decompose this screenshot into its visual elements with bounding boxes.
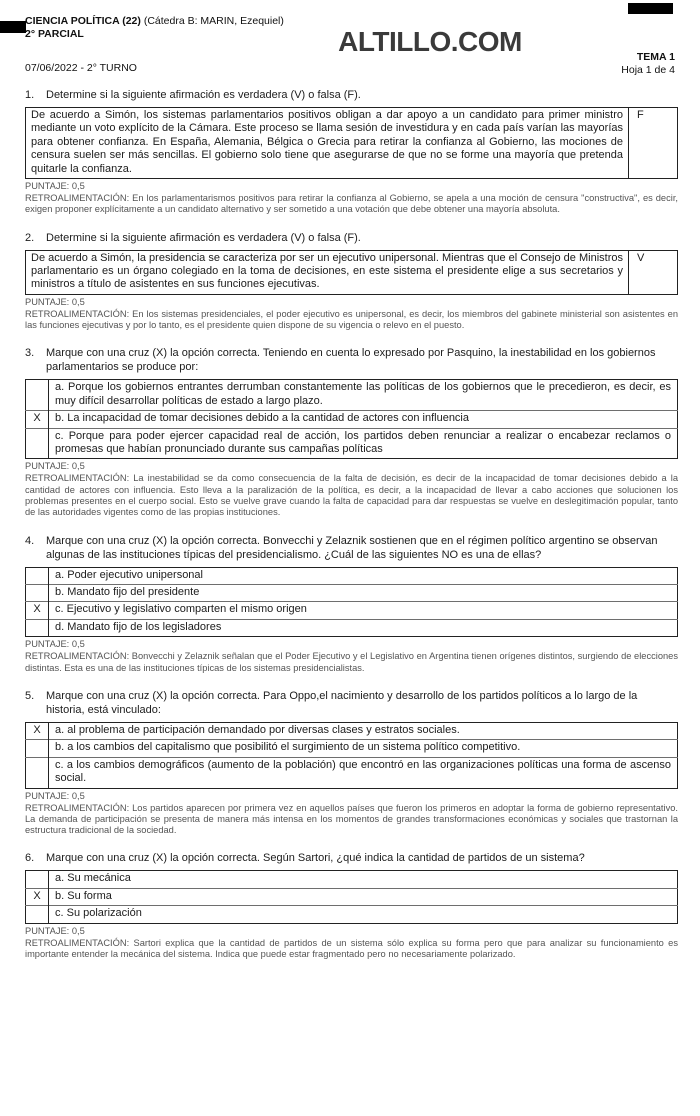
option-text: a. Su mecánica: [55, 872, 131, 885]
question-2-heading: [25, 231, 678, 245]
option-text: b. Mandato fijo del presidente: [49, 585, 678, 602]
answer-mark-cell: [26, 567, 49, 584]
answer-mark-cell: [26, 906, 49, 923]
question-4-options-table: [25, 567, 678, 638]
retroalimentacion-text: RETROALIMENTACIÓN: Bonvecchi y Zelaznik señalan que el Poder Ejecutivo y el Legislativo en Argentina tienen orígenes distintos, surgiendo de elecciones distintas. Esta es una de las instituciones típicas de los sistemas presidencialistas.: [25, 651, 678, 673]
question-3-heading: [25, 346, 678, 374]
answer-mark-cell: X: [26, 411, 49, 428]
answer-mark-cell: [26, 428, 49, 459]
question-3: [25, 346, 678, 518]
option-row: [26, 380, 678, 411]
question-number: 4.: [25, 534, 35, 547]
question-prompt: Determine si la siguiente afirmación es verdadera (V) o falsa (F).: [46, 89, 361, 101]
option-text: b. La incapacidad de tomar decisiones debido a la cantidad de actores con influencia: [49, 411, 678, 428]
question-5-heading: [25, 689, 678, 717]
option-text: a. Porque los gobiernos entrantes derrumban constantemente las políticas de los gobiernos que le precedieron, es decir, es muy difícil desarrollar políticas de estado a largo plazo.: [55, 381, 671, 407]
answer-mark-cell: [26, 871, 49, 888]
altillo-logo: ALTILLO.COM: [338, 26, 522, 57]
question-2-statement-table: [25, 250, 678, 295]
redaction-box-right: [628, 3, 673, 14]
question-5-options-table: [25, 722, 678, 789]
course-title-line: [25, 15, 284, 28]
option-text: a. al problema de participación demandado por diversas clases y estratos sociales.: [55, 723, 460, 736]
option-row: [26, 757, 678, 788]
question-number: 1.: [25, 89, 35, 101]
option-row: [26, 428, 678, 459]
retroalimentacion-text: RETROALIMENTACIÓN: Los partidos aparecen por primera vez en aquellos países que fueron los primeros en adoptar la forma de gobierno representativo. La demanda de participación se presenta de manera más intensa en los momentos de grandes transformaciones económicas y sociales que trastornan la estructura tradicional de la sociedad.: [25, 802, 678, 836]
question-6-options-table: [25, 870, 678, 923]
redaction-box-left: [0, 21, 26, 33]
tema-label: TEMA 1: [636, 51, 675, 63]
table-row: [26, 108, 678, 179]
answer-mark-cell: X: [26, 602, 49, 619]
option-row: [26, 722, 678, 739]
puntaje-label: PUNTAJE: 0,5: [25, 296, 85, 307]
retroalimentacion-text: RETROALIMENTACIÓN: Sartori explica que la cantidad de partidos de un sistema sólo explica su forma pero que para analizar su funcionamiento es importante entender la mecánica del sistema. Indica que puede estar fragmentado pero no necesariamente polarizado.: [25, 937, 678, 959]
option-row: [26, 740, 678, 757]
question-prompt: Marque con una cruz (X) la opción correcta. Para Oppo,el nacimiento y desarrollo de los partidos políticos a lo largo de la historia, está vinculado:: [46, 689, 638, 716]
puntaje-label: PUNTAJE: 0,5: [25, 639, 85, 650]
puntaje-label: PUNTAJE: 0,5: [25, 790, 85, 801]
puntaje-label: PUNTAJE: 0,5: [25, 461, 85, 472]
option-text: c. a los cambios demográficos (aumento de la población) que encontró en las organizaciones políticas una forma de ascenso social.: [49, 757, 678, 788]
option-text: a. Poder ejecutivo unipersonal: [55, 568, 203, 581]
statement-cell: De acuerdo a Simón, los sistemas parlamentarios positivos obligan a dar apoyo a un candidato para primer ministro mediante un voto explícito de la Cámara. Este proceso se llama sesión de investidura y en cada país varían las mayorías para obtener confianza. En España, Alemania, Bélgica o Grecia para retirar la confianza al Gobierno, las mociones de censura suelen ser más sencillas. El gobierno solo tiene que asegurarse de que no se forme una mayoría que pretenda quitarle la confianza.: [26, 108, 629, 179]
option-text: c. Porque para poder ejercer capacidad real de acción, los partidos deben renunciar a realizar o encabezar reclamos o promesas que habían pronunciado durante sus campañas políticas: [49, 428, 678, 459]
puntaje-label: PUNTAJE: 0,5: [25, 181, 85, 192]
question-1-heading: [25, 88, 678, 102]
option-row: [26, 871, 678, 888]
page-number: Hoja 1 de 4: [621, 64, 675, 76]
option-row: [26, 906, 678, 923]
answer-cell: F: [637, 109, 644, 121]
option-text: c. Ejecutivo y legislativo comparten el mismo origen: [49, 602, 678, 619]
question-number: 2.: [25, 231, 35, 244]
question-prompt: Determine si la siguiente afirmación es verdadera (V) o falsa (F).: [46, 231, 361, 244]
course-title-block: [25, 15, 284, 40]
question-5: [25, 689, 678, 837]
question-number: 5.: [25, 689, 35, 702]
question-6: [25, 851, 678, 960]
option-text: b. Su forma: [49, 888, 678, 905]
puntaje-label: PUNTAJE: 0,5: [25, 925, 85, 936]
answer-mark-cell: X: [26, 888, 49, 905]
page-header: [0, 0, 700, 86]
answer-mark-cell: [26, 740, 49, 757]
option-row: [26, 585, 678, 602]
question-prompt: Marque con una cruz (X) la opción correcta. Teniendo en cuenta lo expresado por Pasquino, la inestabilidad en los gobiernos parlamentarios se produce por:: [46, 347, 656, 374]
question-1-statement-table: [25, 107, 678, 179]
option-text: d. Mandato fijo de los legisladores: [49, 619, 678, 636]
question-number: 6.: [25, 852, 35, 865]
option-row: [26, 411, 678, 428]
option-row: [26, 602, 678, 619]
question-3-options-table: [25, 379, 678, 459]
course-name: CIENCIA POLÍTICA (22): [25, 15, 141, 27]
option-row: [26, 567, 678, 584]
option-text: c. Su polarización: [49, 906, 678, 923]
question-prompt: Marque con una cruz (X) la opción correcta. Según Sartori, ¿qué indica la cantidad de partidos de un sistema?: [46, 852, 585, 865]
exam-content: [0, 88, 700, 960]
question-4-heading: [25, 534, 678, 562]
retroalimentacion-text: RETROALIMENTACIÓN: En los parlamentarismos positivos para retirar la confianza al Gobierno, se apela a una moción de censura "constructiva", es decir, exigen proponer explícitamente a un candidato alternativo y ser sometido a una votación que debe obtener una mayoría absoluta.: [25, 193, 678, 215]
question-6-heading: [25, 851, 678, 865]
table-row: [26, 250, 678, 294]
retroalimentacion-text: RETROALIMENTACIÓN: En los sistemas presidenciales, el poder ejecutivo es unipersonal, es decir, los miembros del gabinete ministerial son asistentes en las funciones ejecutivas y por lo tanto, es el presidente quien dispone de su vigencia o relevo en el puesto.: [25, 308, 678, 331]
answer-mark-cell: [26, 757, 49, 788]
question-1: [25, 88, 678, 216]
retroalimentacion-text: RETROALIMENTACIÓN: La inestabilidad se da como consecuencia de la falta de decisión, es decir de la incapacidad de tomar decisiones debido a la cantidad de actores con influencia. Esto lleva a la paralización de la política, es decir, a la incapacidad de llevar a cabo acciones que solucionen los problemas presentes en el cuerpo social. Esto se vuelve grave cuando la falta de capacidad para dar respuestas se vuelve en deslegitimación popular, tanto de las autoridades vigentes como de las propias instituciones.: [25, 473, 678, 518]
option-row: [26, 888, 678, 905]
question-prompt: Marque con una cruz (X) la opción correcta. Bonvecchi y Zelaznik sostienen que en el régimen político argentino se observan algunas de las instituciones típicas del presidencialismo. ¿Cuál de las siguientes NO es una de ellas?: [46, 534, 658, 561]
answer-mark-cell: [26, 380, 49, 411]
answer-mark-cell: [26, 619, 49, 636]
answer-cell: V: [637, 251, 645, 264]
exam-name: 2° PARCIAL: [25, 27, 84, 40]
answer-mark-cell: [26, 585, 49, 602]
option-row: [26, 619, 678, 636]
answer-mark-cell: X: [26, 722, 49, 739]
question-2: [25, 231, 678, 332]
exam-date: 07/06/2022 - 2° TURNO: [25, 62, 137, 74]
question-number: 3.: [25, 347, 35, 360]
statement-cell: De acuerdo a Simón, la presidencia se caracteriza por ser un ejecutivo unipersonal. Mientras que el Consejo de Ministros parlamentario es un órgano colegiado en la toma de decisiones, en este sistema el presidente elige a sus secretarios y ministros a título de asistentes en sus funciones ejecutivas.: [26, 250, 629, 294]
option-text: b. a los cambios del capitalismo que posibilitó el surgimiento de un sistema político competitivo.: [49, 740, 678, 757]
question-4: [25, 534, 678, 674]
course-catedra: (Cátedra B: MARIN, Ezequiel): [140, 15, 284, 27]
